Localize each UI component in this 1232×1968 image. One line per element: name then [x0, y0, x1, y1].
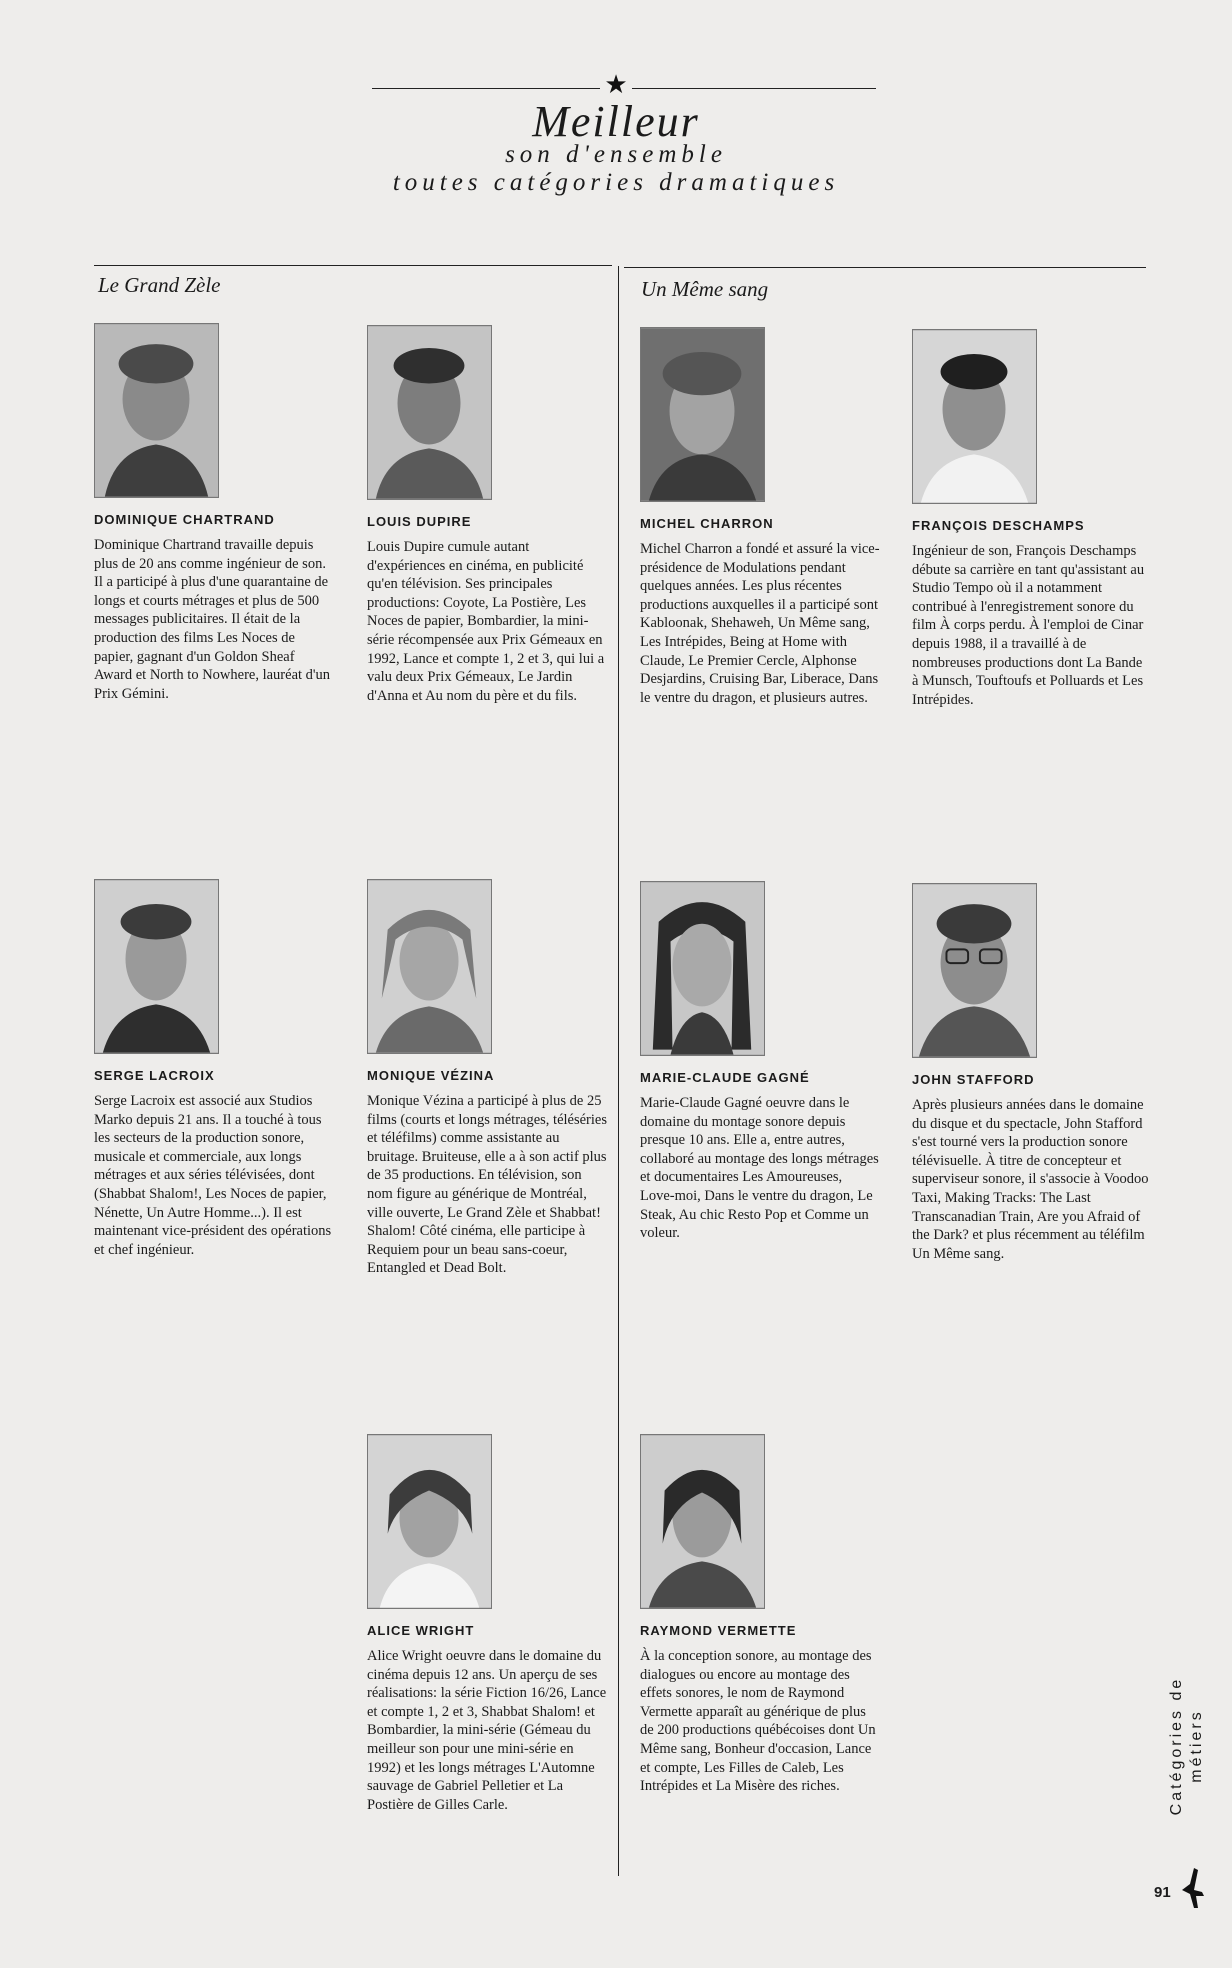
title-rule-left: [372, 88, 600, 89]
nominee-bio: Dominique Chartrand travaille depuis plus de 20 ans comme ingénieur de son. Il a participé à plus d'une quarantaine de longs et courts métrages et plus de 500 messages publicitaires. Il était de la production des films Les Noces de papier, gagnant d'un Goldon Sheaf Award et North to Nowhere, lauréat d'un Prix Gémini.: [94, 537, 331, 702]
nominee-card: [912, 883, 1152, 1263]
nominee-name: LOUIS DUPIRE: [367, 514, 472, 529]
nominee-name: DOMINIQUE CHARTRAND: [94, 512, 275, 527]
nominee-name: JOHN STAFFORD: [912, 1072, 1035, 1087]
section-rule-right: [624, 267, 1146, 268]
nominee-card: [640, 1434, 880, 1796]
nominee-bio: Monique Vézina a participé à plus de 25 films (courts et longs métrages, téléséries et téléfilms) comme assistante au bruitage. Bruiteuse, elle a à son actif plus de 35 productions. En télévision, son nom figure au générique de Montréal, ville ouverte, Le Grand Zèle et Shabbat! Shalom! Côté cinéma, elle participe à Requiem pour un beau sans-coeur, Entangled et Dead Bolt.: [367, 1093, 607, 1277]
nominee-card: [94, 323, 334, 703]
portrait-photo: [94, 879, 219, 1054]
portrait-photo: [367, 879, 492, 1054]
award-subtitle-2: toutes catégories dramatiques: [392, 169, 840, 196]
nominee-card: [367, 1434, 607, 1814]
portrait-photo: [912, 883, 1037, 1058]
nominee-card: [367, 325, 607, 705]
nominee-bio: Serge Lacroix est associé aux Studios Marko depuis 21 ans. Il a touché à tous les secteurs de la production sonore, musicale et commerciale, aux longs métrages et aux séries télévisées, dont (Shabbat Shalom!, Les Noces de papier, Nénette, Un Autre Homme...). Il est maintenant vice-président des opérations et chef ingénieur.: [94, 1093, 332, 1258]
nominee-bio: Louis Dupire cumule autant d'expériences en cinéma, en publicité qu'en télévision. Ses principales productions: Coyote, La Postière, Les Noces de papier, Bombardier, la mini-série récompensée aux Prix Gémeaux en 1992, Lance et compte 1, 2 et 3, qui lui a valu deux Prix Gémeaux, Le Jardin d'Anna et Au nom du père et du fils.: [367, 539, 605, 704]
award-title: Meilleur: [532, 97, 700, 146]
portrait-photo: [367, 1434, 492, 1609]
column-divider: [618, 266, 619, 1876]
portrait-photo: [640, 1434, 765, 1609]
portrait-photo: [640, 327, 765, 502]
nominee-name: RAYMOND VERMETTE: [640, 1623, 797, 1638]
nominee-card: [94, 879, 334, 1259]
nominee-bio: Michel Charron a fondé et assuré la vice-présidence de Modulations pendant quelques années. Les plus récentes productions auxquelles il a participé sont Kabloonak, Shehaweh, Un Même sang, Les Intrépides, Being at Home with Claude, Le Premier Cercle, Alphonse Desjardins, Cruising Bar, Liberace, Dans le ventre du dragon, et plusieurs autres.: [640, 541, 880, 706]
nominee-bio: Ingénieur de son, François Deschamps débute sa carrière en tant qu'assistant au Studio Tempo où il a notamment contribué à l'enregistrement sonore du film À corps perdu. À l'emploi de Cinar depuis 1988, il a travaillé à de nombreuses productions dont La Bande à Munsch, Touftoufs et Polluards et Les Intrépides.: [912, 543, 1145, 708]
nominee-bio: Après plusieurs années dans le domaine du disque et du spectacle, John Stafford s'est tourné vers la production sonore télévisuelle. À titre de concepteur et superviseur sonore, il s'associe à Voodoo Taxi, Making Tracks: The Last Transcanadian Train, Are you Afraid of the Dark? et plus récemment au téléfilm Un Même sang.: [912, 1097, 1149, 1262]
title-rule-right: [632, 88, 876, 89]
star-icon: ★: [604, 70, 628, 100]
portrait-photo: [94, 323, 219, 498]
award-subtitle-1: son d'ensemble: [505, 141, 727, 168]
nominee-bio: À la conception sonore, au montage des dialogues ou encore au montage des effets sonores, le nom de Raymond Vermette apparaît au générique de plus de 200 productions québécoises dont Un Même sang, Bonheur d'occasion, Lance et compte, Les Filles de Caleb, Les Intrépides et La Misère des riches.: [640, 1648, 876, 1795]
portrait-photo: [640, 881, 765, 1056]
nominee-name: SERGE LACROIX: [94, 1068, 215, 1083]
nominee-card: [640, 881, 880, 1243]
section-mark-icon: [1180, 1866, 1206, 1910]
page-number: 91: [1154, 1884, 1171, 1901]
nominee-card: [367, 879, 607, 1278]
section-label: Catégories de métiers: [1168, 1676, 1205, 1816]
nominee-bio: Alice Wright oeuvre dans le domaine du cinéma depuis 12 ans. Un aperçu de ses réalisations: la série Fiction 16/26, Lance et compte 1, 2 et 3, Shabbat Shalom! et Bombardier, la mini-série (Gémeau du meilleur son pour une mini-série en 1992) et les longs métrages L'Automne sauvage de Gabriel Pelletier et La Postière de Gilles Carle.: [367, 1648, 607, 1813]
nominee-bio: Marie-Claude Gagné oeuvre dans le domaine du montage sonore depuis presque 10 ans. Elle a, entre autres, collaboré au montage des longs métrages et documentaires Les Amoureuses, Love-moi, Dans le ventre du dragon, Le Steak, Au chic Resto Pop et Comme un voleur.: [640, 1095, 879, 1242]
nominee-name: MARIE-CLAUDE GAGNÉ: [640, 1070, 810, 1085]
portrait-photo: [367, 325, 492, 500]
nominee-name: MONIQUE VÉZINA: [367, 1068, 495, 1083]
nominee-name: ALICE WRIGHT: [367, 1623, 475, 1638]
nominee-name: MICHEL CHARRON: [640, 516, 774, 531]
portrait-photo: [912, 329, 1037, 504]
production-title-right: Un Même sang: [641, 277, 769, 301]
production-title-left: Le Grand Zèle: [98, 273, 221, 297]
nominee-card: [912, 329, 1152, 709]
section-rule-left: [94, 265, 612, 266]
nominee-card: [640, 327, 880, 707]
nominee-name: FRANÇOIS DESCHAMPS: [912, 518, 1085, 533]
